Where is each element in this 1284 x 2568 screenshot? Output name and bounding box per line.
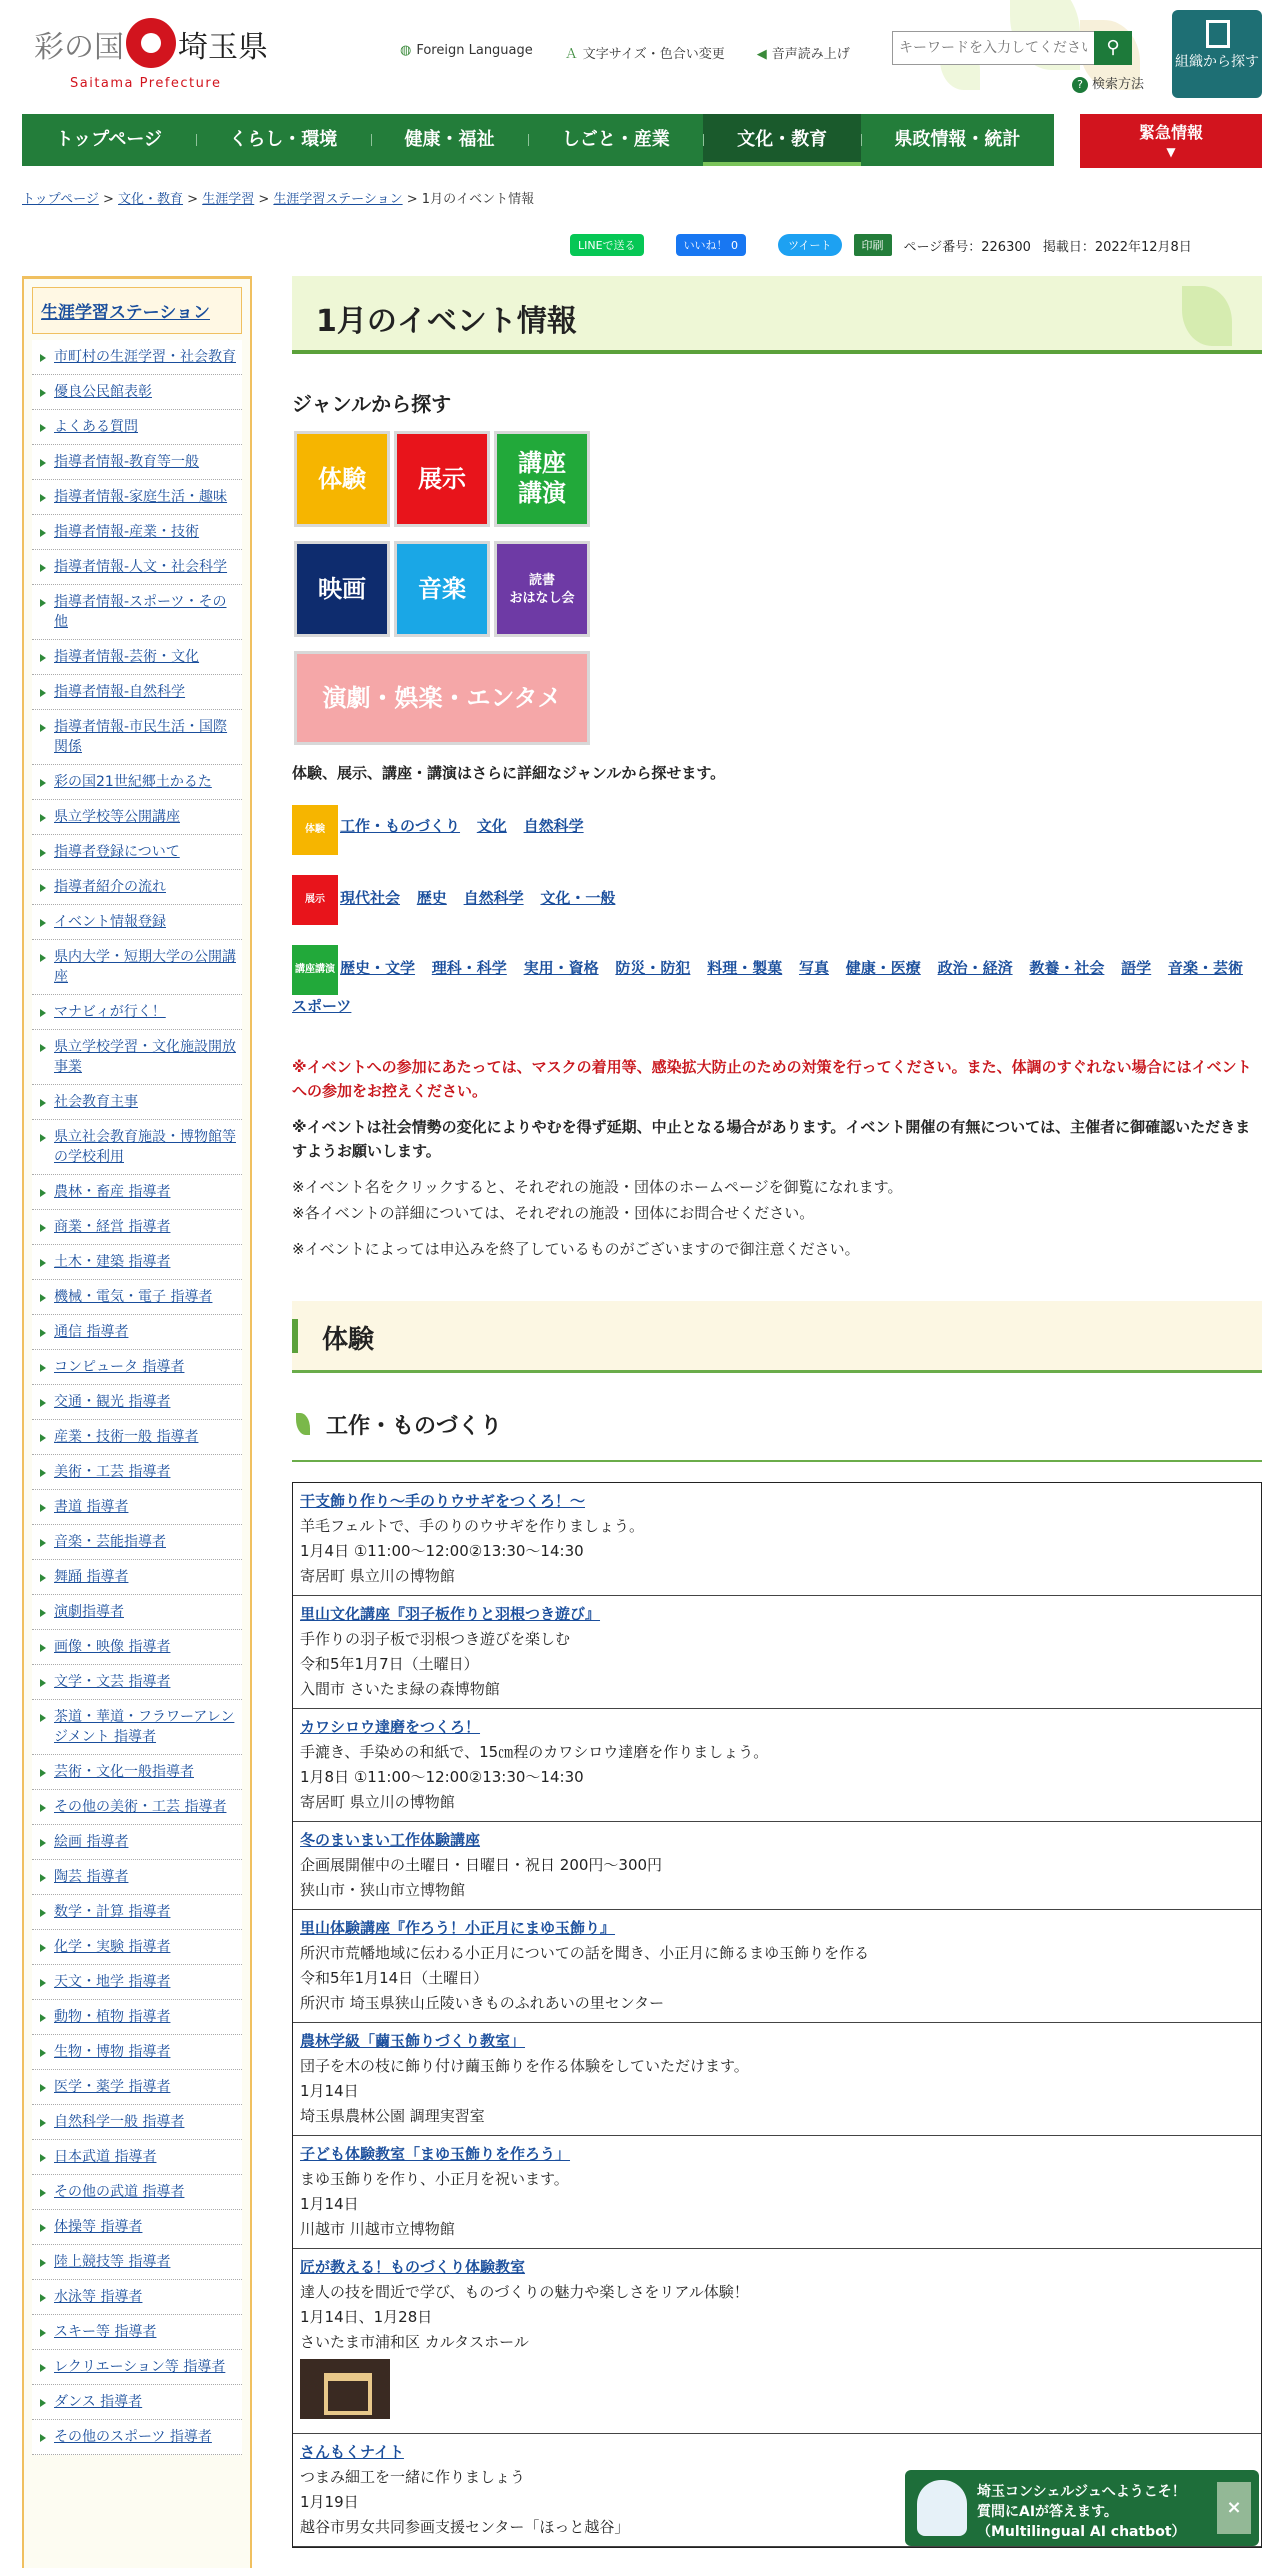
event-date: 狭山市・狭山市立博物館 — [300, 1881, 466, 1899]
event-date: 1月19日 — [300, 2493, 359, 2511]
sidebar-item[interactable] — [32, 2035, 242, 2070]
sidebar-item-link[interactable]: 土木・建築 指導者 — [54, 1254, 171, 1270]
sidebar-item[interactable] — [32, 445, 242, 480]
genre-koza-button[interactable]: 講座 講演 — [494, 431, 590, 527]
event-row — [293, 2249, 1261, 2434]
taiken-subgenres — [292, 805, 1262, 855]
sidebar-item-link[interactable]: 社会教育主事 — [54, 1094, 138, 1110]
search-button[interactable] — [1094, 31, 1132, 65]
event-title-link[interactable]: さんもくナイト — [300, 2443, 404, 2461]
sidebar-item[interactable] — [32, 1930, 242, 1965]
subgenre-link[interactable]: 写真 — [798, 959, 829, 977]
page-number: ページ番号：226300 — [903, 239, 1031, 255]
event-title-link[interactable]: 子ども体験教室「まゆ玉飾りを作ろう」 — [300, 2145, 571, 2163]
sidebar-item-link[interactable]: 演劇指導者 — [54, 1604, 124, 1620]
subgenre-link[interactable]: 政治・経済 — [937, 959, 1013, 977]
event-row — [293, 1709, 1261, 1822]
sidebar-item-link[interactable]: 県立学校学習・文化施設開放事業 — [54, 1039, 236, 1075]
genre-engeki-button[interactable]: 演劇・娯楽・エンタメ — [294, 651, 590, 745]
chevron-down-icon: ▼ — [1166, 145, 1176, 159]
sidebar-item-link[interactable]: 茶道・華道・フラワーアレンジメント 指導者 — [54, 1709, 235, 1745]
help-icon: ? — [1072, 77, 1088, 93]
sidebar-item-link[interactable]: 指導者情報-産業・技術 — [54, 524, 200, 540]
sidebar-item-link[interactable]: 文学・文芸 指導者 — [54, 1674, 171, 1690]
nav-item-government[interactable]: 県政情報・統計 — [861, 114, 1054, 166]
sidebar-item[interactable] — [32, 585, 242, 640]
genre-grid — [292, 431, 1262, 761]
event-row — [293, 1822, 1261, 1910]
sidebar-item-link[interactable]: 水泳等 指導者 — [54, 2289, 143, 2305]
event-description: つまみ細工を一緒に作りましょう — [300, 2468, 526, 2486]
sidebar-item-link[interactable]: 芸術・文化一般指導者 — [54, 1764, 194, 1780]
detail-genre-note: 体験、展示、講座・講演はさらに詳細なジャンルから探せます。 — [292, 764, 726, 782]
foreign-language-link[interactable]: ◍ Foreign Language — [400, 43, 533, 58]
event-description: 達人の技を間近で学び、ものづくりの魅力や楽しさをリアル体験！ — [300, 2283, 749, 2301]
subgenre-link[interactable]: 実用・資格 — [523, 959, 599, 977]
subsection-heading: 工作・ものづくり — [292, 1409, 1262, 1462]
subgenre-link[interactable]: 防災・防犯 — [615, 959, 691, 977]
read-aloud-link[interactable]: ◀ 音声読み上げ — [756, 47, 850, 62]
sidebar-item[interactable] — [32, 1895, 242, 1930]
event-title-link[interactable]: 匠が教える！ものづくり体験教室 — [300, 2258, 526, 2276]
genre-tenji-button[interactable]: 展示 — [394, 431, 490, 527]
subgenre-link[interactable]: 料理・製菓 — [707, 959, 783, 977]
tweet-button[interactable]: ツイート — [778, 234, 841, 256]
event-description: 羊毛フェルトで、手のりのウサギを作りましょう。 — [300, 1517, 644, 1535]
sidebar-item-link[interactable]: 日本武道 指導者 — [54, 2149, 157, 2165]
sidebar-item[interactable] — [32, 710, 242, 765]
sidebar-item[interactable] — [32, 1700, 242, 1755]
event-place: 寄居町 県立川の博物館 — [300, 1567, 455, 1585]
subgenre-link[interactable]: 文化・一般 — [540, 889, 616, 907]
header-utility-links — [400, 43, 850, 62]
sidebar-item-link[interactable]: 陸上競技等 指導者 — [54, 2254, 171, 2270]
sidebar-item[interactable] — [32, 765, 242, 800]
event-place: 埼玉県農林公園 調理実習室 — [300, 2107, 485, 2125]
sidebar-item-link[interactable]: 動物・植物 指導者 — [54, 2009, 171, 2025]
sidebar-item[interactable] — [32, 640, 242, 675]
sidebar-item-link[interactable]: 書道 指導者 — [54, 1499, 129, 1515]
sidebar-item[interactable] — [32, 2070, 242, 2105]
event-row — [293, 1483, 1261, 1596]
sidebar-item-link[interactable]: 通信 指導者 — [54, 1324, 129, 1340]
event-place: 入間市 さいたま緑の森博物館 — [300, 1680, 500, 1698]
sidebar-item[interactable] — [32, 1630, 242, 1665]
subgenre-link[interactable]: 理科・科学 — [431, 959, 507, 977]
site-logo[interactable]: 彩の国 埼玉県 Saitama Prefecture — [30, 14, 290, 94]
sidebar-item-link[interactable]: 指導者紹介の流れ — [54, 879, 166, 895]
sidebar-item[interactable] — [32, 1455, 242, 1490]
event-description: 所沢市荒幡地域に伝わる小正月についての話を聞き、小正月に飾るまゆ玉飾りを作る — [300, 1944, 870, 1962]
sidebar-item-link[interactable]: 優良公民館表彰 — [54, 384, 152, 400]
sidebar-item-link[interactable]: 農林・畜産 指導者 — [54, 1184, 171, 1200]
sidebar-item[interactable] — [32, 1030, 242, 1085]
note-click: ※イベント名をクリックすると、それぞれの施設・団体のホームページを御覧になれます。 — [292, 1178, 903, 1196]
close-icon[interactable]: × — [1217, 2482, 1251, 2534]
breadcrumb-link[interactable]: 生涯学習 — [202, 192, 255, 207]
sidebar-item-link[interactable]: 交通・観光 指導者 — [54, 1394, 171, 1410]
line-share-button[interactable]: LINEで送る — [570, 234, 644, 256]
leaf-decoration — [1182, 286, 1232, 346]
event-date: 1月14日、1月28日 — [300, 2308, 433, 2326]
event-date: 1月4日 ①11:00～12:00②13:30～14:30 — [300, 1542, 584, 1560]
sidebar-item[interactable] — [32, 1385, 242, 1420]
sidebar-item[interactable] — [32, 1525, 242, 1560]
event-description: 手漉き、手染めの和紙で、15㎝程のカワシロウ達磨を作りましょう。 — [300, 1743, 769, 1761]
subgenre-link[interactable]: 自然科学 — [463, 889, 524, 907]
nav-item-culture[interactable]: 文化・教育 — [703, 114, 860, 166]
sidebar-item[interactable] — [32, 1420, 242, 1455]
sidebar-item[interactable] — [32, 940, 242, 995]
subgenre-link[interactable]: 歴史・文学 — [340, 959, 416, 977]
text-size-icon: Ａ — [564, 47, 578, 62]
sidebar-item[interactable] — [32, 1965, 242, 2000]
sidebar-item[interactable] — [32, 340, 242, 375]
sidebar-item[interactable] — [32, 2315, 242, 2350]
sidebar-item-link[interactable]: 陶芸 指導者 — [54, 1869, 129, 1885]
event-date: 令和5年1月7日（土曜日） — [300, 1655, 479, 1673]
sidebar-item-link[interactable]: イベント情報登録 — [54, 914, 166, 930]
event-row — [293, 2136, 1261, 2249]
sidebar-item-link[interactable]: 指導者情報-市民生活・国際関係 — [54, 719, 228, 755]
breadcrumb-link[interactable]: 生涯学習ステーション — [273, 192, 403, 207]
subgenre-link[interactable]: 音楽・芸術 — [1167, 959, 1243, 977]
sidebar-item-link[interactable]: 美術・工芸 指導者 — [54, 1464, 171, 1480]
sidebar-item-link[interactable]: その他の美術・工芸 指導者 — [54, 1799, 227, 1815]
sidebar-item-link[interactable]: コンピュータ 指導者 — [54, 1359, 185, 1375]
notice-mask: ※イベントへの参加にあたっては、マスクの着用等、感染拡大防止のための対策を行ってください。また、体調のすぐれない場合にはイベントへの参加をお控えください。 — [292, 1058, 1252, 1100]
sidebar-item[interactable] — [32, 1120, 242, 1175]
tag-taiken: 体験 — [292, 805, 338, 855]
subgenre-link[interactable]: 語学 — [1121, 959, 1152, 977]
sidebar-item[interactable] — [32, 1665, 242, 1700]
sidebar-list — [32, 340, 242, 2455]
sidebar-item[interactable] — [32, 1245, 242, 1280]
sidebar-item[interactable] — [32, 800, 242, 835]
sidebar-item[interactable] — [32, 1085, 242, 1120]
subgenre-link[interactable]: 現代社会 — [340, 889, 401, 907]
subgenre-link[interactable]: スポーツ — [292, 997, 352, 1015]
sidebar-item-link[interactable]: 生物・博物 指導者 — [54, 2044, 171, 2060]
event-thumbnail-image — [300, 2359, 390, 2419]
genre-eiga-button[interactable]: 映画 — [294, 541, 390, 637]
text-size-link[interactable]: Ａ 文字サイズ・色合い変更 — [565, 43, 725, 62]
event-place: 所沢市 埼玉県狭山丘陵いきものふれあいの里センター — [300, 1994, 665, 2012]
sidebar-item-link[interactable]: 商業・経営 指導者 — [54, 1219, 171, 1235]
event-date: 1月14日 — [300, 2195, 359, 2213]
sidebar-item[interactable] — [32, 2350, 242, 2385]
sidebar-item-link[interactable]: その他のスポーツ 指導者 — [54, 2429, 212, 2445]
print-button[interactable]: 印刷 — [854, 234, 892, 256]
event-row — [293, 1596, 1261, 1709]
sidebar-item[interactable] — [32, 1210, 242, 1245]
sidebar-item-link[interactable]: 指導者情報-芸術・文化 — [54, 649, 200, 665]
sidebar-item-link[interactable]: 指導者情報-教育等一般 — [54, 454, 200, 470]
event-row — [293, 1910, 1261, 2023]
sidebar-item[interactable] — [32, 870, 242, 905]
note-inquiry: ※各イベントの詳細については、それぞれの施設・団体にお問合せください。 — [292, 1204, 815, 1222]
event-date: 1月14日 — [300, 2082, 359, 2100]
sidebar-item[interactable] — [32, 550, 242, 585]
subgenre-link[interactable]: 歴史 — [416, 889, 447, 907]
section-heading: 体験 — [292, 1301, 1262, 1373]
nav-item-top[interactable]: トップページ — [55, 129, 163, 150]
event-date: 1月8日 ①11:00～12:00②13:30～14:30 — [300, 1768, 584, 1786]
sidebar-item-link[interactable]: 産業・技術一般 指導者 — [54, 1429, 199, 1445]
genre-ongaku-button[interactable]: 音楽 — [394, 541, 490, 637]
sidebar-item-link[interactable]: 絵画 指導者 — [54, 1834, 129, 1850]
search-howto-link[interactable]: ? 検索方法 — [1072, 73, 1144, 93]
breadcrumb-link[interactable]: トップページ — [22, 192, 99, 207]
sidebar-item-link[interactable]: 舞踊 指導者 — [54, 1569, 129, 1585]
sidebar-item-link[interactable]: ダンス 指導者 — [54, 2394, 143, 2410]
notice-cancel: ※イベントは社会情勢の変化によりやむを得ず延期、中止となる場合があります。イベント開催の有無については、主催者に御確認いただきますようお願いします。 — [292, 1118, 1251, 1160]
sidebar-item[interactable] — [32, 480, 242, 515]
sidebar-item-link[interactable]: 指導者情報-スポーツ・その他 — [54, 594, 227, 630]
sidebar-item-link[interactable]: 自然科学一般 指導者 — [54, 2114, 185, 2130]
sidebar-title — [32, 287, 242, 334]
sidebar-item[interactable] — [32, 905, 242, 940]
sidebar-item[interactable] — [32, 1825, 242, 1860]
sidebar-item[interactable] — [32, 1280, 242, 1315]
site-header — [0, 0, 1284, 112]
subgenre-link[interactable]: 工作・ものづくり — [340, 817, 461, 835]
subgenre-link[interactable]: 健康・医療 — [845, 959, 921, 977]
event-title-link[interactable]: 冬のまいまい工作体験講座 — [300, 1831, 481, 1849]
breadcrumb: トップページ > 文化・教育 > 生涯学習 > 生涯学習ステーション > 1月のイベント情報 — [22, 192, 535, 207]
subgenre-link[interactable]: 自然科学 — [523, 817, 584, 835]
sidebar-item-link[interactable]: 音楽・芸能指導者 — [54, 1534, 166, 1550]
sidebar-item[interactable] — [32, 2385, 242, 2420]
chatbot-note: （Multilingual AI chatbot） — [977, 2524, 1186, 2540]
sidebar-item-link[interactable]: 画像・映像 指導者 — [54, 1639, 171, 1655]
event-place: 越谷市男女共同参画支援センター「ほっと越谷」 — [300, 2518, 630, 2536]
sidebar-item[interactable] — [32, 1595, 242, 1630]
sidebar-item[interactable] — [32, 2000, 242, 2035]
nav-item-life[interactable]: くらし・環境 — [196, 114, 371, 166]
sidebar-item[interactable] — [32, 375, 242, 410]
sidebar-item[interactable] — [32, 2420, 242, 2455]
nav-item-health[interactable]: 健康・福祉 — [371, 114, 528, 166]
event-title-link[interactable]: 里山体験講座『作ろう！小正月にまゆ玉飾り』 — [300, 1919, 616, 1937]
event-title-link[interactable]: 里山文化講座『羽子板作りと羽根つき遊び』 — [300, 1605, 601, 1623]
koza-subgenres — [292, 945, 1262, 1035]
event-title-link[interactable]: 干支飾り作り～手のりウサギをつくろ！～ — [300, 1492, 586, 1510]
sidebar-title-link[interactable]: 生涯学習ステーション — [41, 303, 210, 323]
sidebar-item[interactable] — [32, 1350, 242, 1385]
search-box — [892, 31, 1132, 65]
sidebar-item-link[interactable]: 天文・地学 指導者 — [54, 1974, 171, 1990]
share-bar — [570, 234, 1192, 256]
note-application: ※イベントによっては申込みを終了しているものがございますので御注意ください。 — [292, 1240, 860, 1258]
sidebar-item-link[interactable]: 彩の国21世紀郷土かるた — [54, 774, 212, 790]
sidebar-item[interactable] — [32, 515, 242, 550]
sidebar-item-link[interactable]: よくある質問 — [54, 419, 138, 435]
facebook-like-button[interactable]: いいね！ 0 — [676, 234, 747, 256]
sidebar-item[interactable] — [32, 1755, 242, 1790]
sidebar-item-link[interactable]: レクリエーション等 指導者 — [54, 2359, 226, 2375]
event-description: 手作りの羽子板で羽根つき遊びを楽しむ — [300, 1630, 571, 1648]
subgenre-link[interactable]: 教養・社会 — [1029, 959, 1105, 977]
event-description: 企画展開催中の土曜日・日曜日・祝日 200円～300円 — [300, 1856, 663, 1874]
sidebar-item-link[interactable]: 県内大学・短期大学の公開講座 — [54, 949, 236, 985]
sidebar-item[interactable] — [32, 675, 242, 710]
chatbot-subtitle: 質問にAIが答えます。 — [977, 2504, 1118, 2520]
sidebar-item[interactable] — [32, 2140, 242, 2175]
sidebar-item-link[interactable]: 指導者登録について — [54, 844, 180, 860]
event-table — [292, 1482, 1262, 2548]
sidebar-item[interactable] — [32, 1490, 242, 1525]
genre-heading: ジャンルから探す — [292, 392, 452, 416]
sidebar-item[interactable] — [32, 2105, 242, 2140]
sidebar-item[interactable] — [32, 1860, 242, 1895]
event-date: 令和5年1月14日（土曜日） — [300, 1969, 489, 1987]
event-title-link[interactable]: 農林学級「繭玉飾りづくり教室」 — [300, 2032, 526, 2050]
tag-koza: 講座講演 — [292, 945, 338, 995]
event-row — [293, 2023, 1261, 2136]
tenji-subgenres — [292, 875, 1262, 925]
tag-tenji: 展示 — [292, 875, 338, 925]
event-title-link[interactable]: カワシロウ達磨をつくろ！ — [300, 1718, 481, 1736]
event-description: 団子を木の枝に飾り付け繭玉飾りを作る体験をしていただけます。 — [300, 2057, 749, 2075]
sidebar-item[interactable] — [32, 410, 242, 445]
building-icon — [1206, 20, 1230, 48]
speaker-icon: ◀ — [756, 47, 767, 62]
genre-taiken-button[interactable]: 体験 — [294, 431, 390, 527]
sidebar — [22, 276, 252, 2568]
sidebar-item-link[interactable]: 指導者情報-人文・社会科学 — [54, 559, 228, 575]
published-date: 掲載日：2022年12月8日 — [1042, 239, 1192, 255]
prefecture-emblem-icon — [126, 18, 176, 68]
chatbot-widget[interactable] — [905, 2470, 1259, 2546]
search-input[interactable] — [893, 32, 1093, 64]
sidebar-item-link[interactable]: 市町村の生涯学習・社会教育 — [54, 349, 236, 365]
sidebar-item[interactable] — [32, 995, 242, 1030]
emergency-info-button[interactable]: 緊急情報 ▼ — [1080, 114, 1262, 168]
sidebar-item[interactable] — [32, 1790, 242, 1825]
sidebar-item-link[interactable]: 機械・電気・電子 指導者 — [54, 1289, 213, 1305]
event-place: さいたま市浦和区 カルタスホール — [300, 2333, 529, 2351]
genre-dokusho-button[interactable]: 読書 おはなし会 — [494, 541, 590, 637]
sidebar-item[interactable] — [32, 2280, 242, 2315]
sidebar-item-link[interactable]: スキー等 指導者 — [54, 2324, 157, 2340]
sidebar-item-link[interactable]: 県立社会教育施設・博物館等の学校利用 — [54, 1129, 236, 1165]
robot-mascot-icon — [917, 2480, 967, 2536]
breadcrumb-current: 1月のイベント情報 — [421, 192, 535, 207]
sidebar-item[interactable] — [32, 1560, 242, 1595]
page-title: 1月のイベント情報 — [292, 276, 1262, 354]
sidebar-item-link[interactable]: 化学・実験 指導者 — [54, 1939, 171, 1955]
org-search-button[interactable]: 組織から探す — [1172, 10, 1262, 98]
subgenre-link[interactable]: 文化 — [476, 817, 507, 835]
main-content — [292, 276, 1262, 2548]
global-nav — [22, 114, 1054, 166]
sidebar-item[interactable] — [32, 2175, 242, 2210]
sidebar-item[interactable] — [32, 2245, 242, 2280]
sidebar-item[interactable] — [32, 1315, 242, 1350]
search-icon: ⚲ — [1106, 37, 1120, 58]
globe-icon: ◍ — [400, 43, 412, 58]
sidebar-item-link[interactable]: マナビィが行く！ — [54, 1004, 166, 1020]
event-description: まゆ玉飾りを作り、小正月を祝います。 — [300, 2170, 569, 2188]
sidebar-item[interactable] — [32, 835, 242, 870]
nav-item-work[interactable]: しごと・産業 — [528, 114, 703, 166]
sidebar-item-link[interactable]: 指導者情報-家庭生活・趣味 — [54, 489, 228, 505]
breadcrumb-link[interactable]: 文化・教育 — [118, 192, 184, 207]
sidebar-item-link[interactable]: 体操等 指導者 — [54, 2219, 143, 2235]
event-place: 川越市 川越市立博物館 — [300, 2220, 455, 2238]
sidebar-item[interactable] — [32, 2210, 242, 2245]
sidebar-item[interactable] — [32, 1175, 242, 1210]
sidebar-item-link[interactable]: 指導者情報-自然科学 — [54, 684, 186, 700]
sidebar-item-link[interactable]: 県立学校等公開講座 — [54, 809, 180, 825]
sidebar-item-link[interactable]: 数学・計算 指導者 — [54, 1904, 171, 1920]
sidebar-item-link[interactable]: その他の武道 指導者 — [54, 2184, 185, 2200]
chatbot-greeting: 埼玉コンシェルジュへようこそ！ — [977, 2484, 1186, 2500]
sidebar-item-link[interactable]: 医学・薬学 指導者 — [54, 2079, 171, 2095]
event-place: 寄居町 県立川の博物館 — [300, 1793, 455, 1811]
